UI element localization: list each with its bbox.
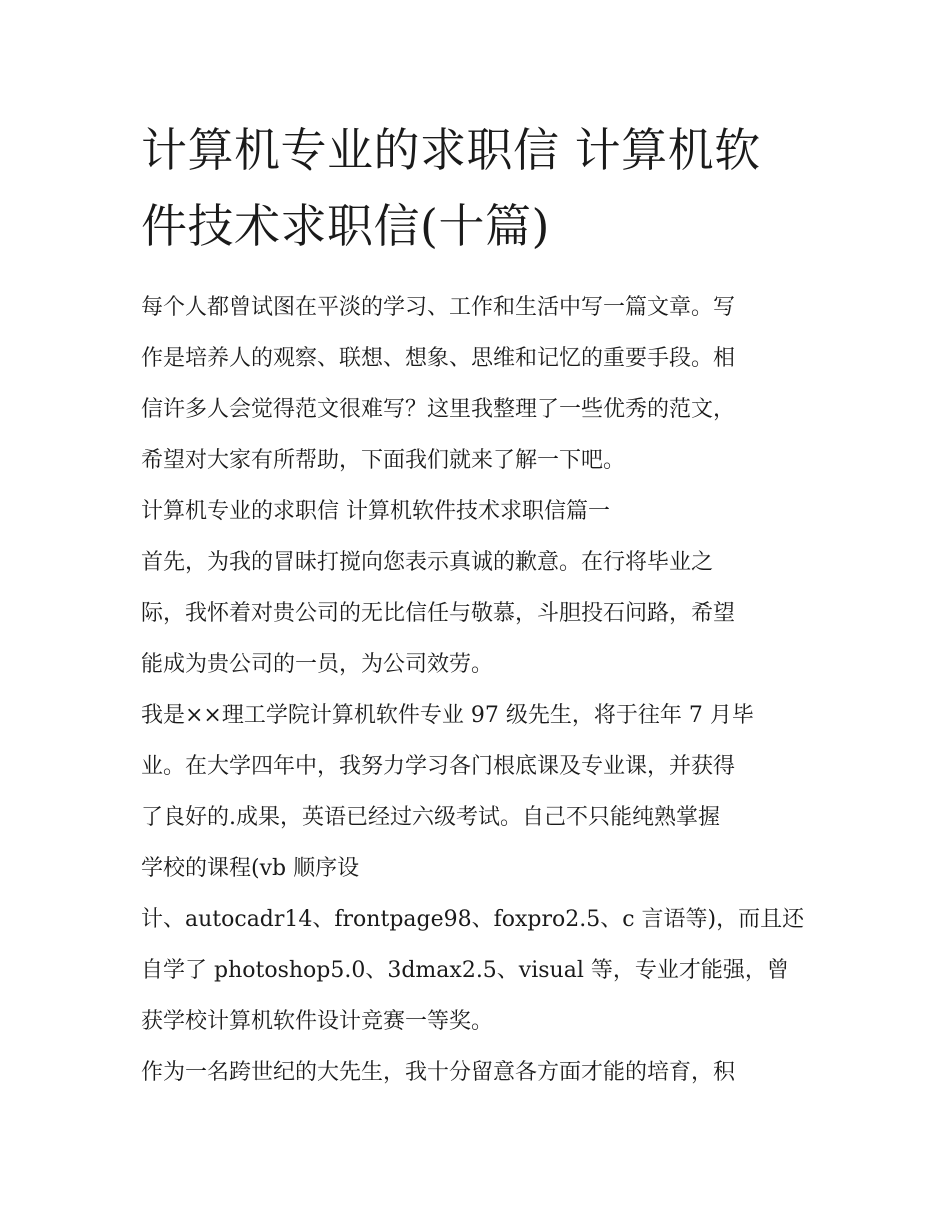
body-line: 学校的课程(vb 顺序设 — [141, 856, 360, 881]
body-line: 自学了 photoshop5.0、3dmax2.5、visual 等，专业才能强，曾 — [141, 958, 789, 983]
section-heading: 计算机专业的求职信 计算机软件技术求职信篇一 — [141, 499, 610, 524]
body-line: 信许多人会觉得范文很难写？这里我整理了一些优秀的范文， — [141, 397, 736, 422]
body-line: 业。在大学四年中，我努力学习各门根底课及专业课，并获得 — [141, 754, 736, 779]
body-line: 希望对大家有所帮助，下面我们就来了解一下吧。 — [141, 448, 626, 473]
body-line: 作是培养人的观察、联想、想象、思维和记忆的重要手段。相 — [141, 346, 736, 371]
title-line: 计算机专业的求职信 计算机软 — [141, 123, 761, 177]
body-line: 每个人都曾试图在平淡的学习、工作和生活中写一篇文章。写 — [141, 295, 736, 320]
document-body — [141, 282, 816, 1098]
title-line: 件技术求职信(十篇) — [141, 199, 550, 253]
body-line: 际，我怀着对贵公司的无比信任与敬慕，斗胆投石问路，希望 — [141, 601, 736, 626]
body-line: 首先，为我的冒昧打搅向您表示真诚的歉意。在行将毕业之 — [141, 550, 714, 575]
document-title — [141, 112, 816, 264]
body-line: 我是××理工学院计算机软件专业 97 级先生，将于往年 7 月毕 — [141, 703, 754, 728]
body-line: 获学校计算机软件设计竞赛一等奖。 — [141, 1009, 494, 1034]
document-content — [141, 112, 816, 1098]
body-line: 作为一名跨世纪的大先生，我十分留意各方面才能的培育，积 — [141, 1060, 736, 1085]
body-line: 了良好的.成果，英语已经过六级考试。自己不只能纯熟掌握 — [141, 805, 720, 830]
body-line: 能成为贵公司的一员，为公司效劳。 — [141, 652, 494, 677]
body-line: 计、autocadr14、frontpage98、foxpro2.5、c 言语等)，而且还 — [141, 907, 805, 932]
